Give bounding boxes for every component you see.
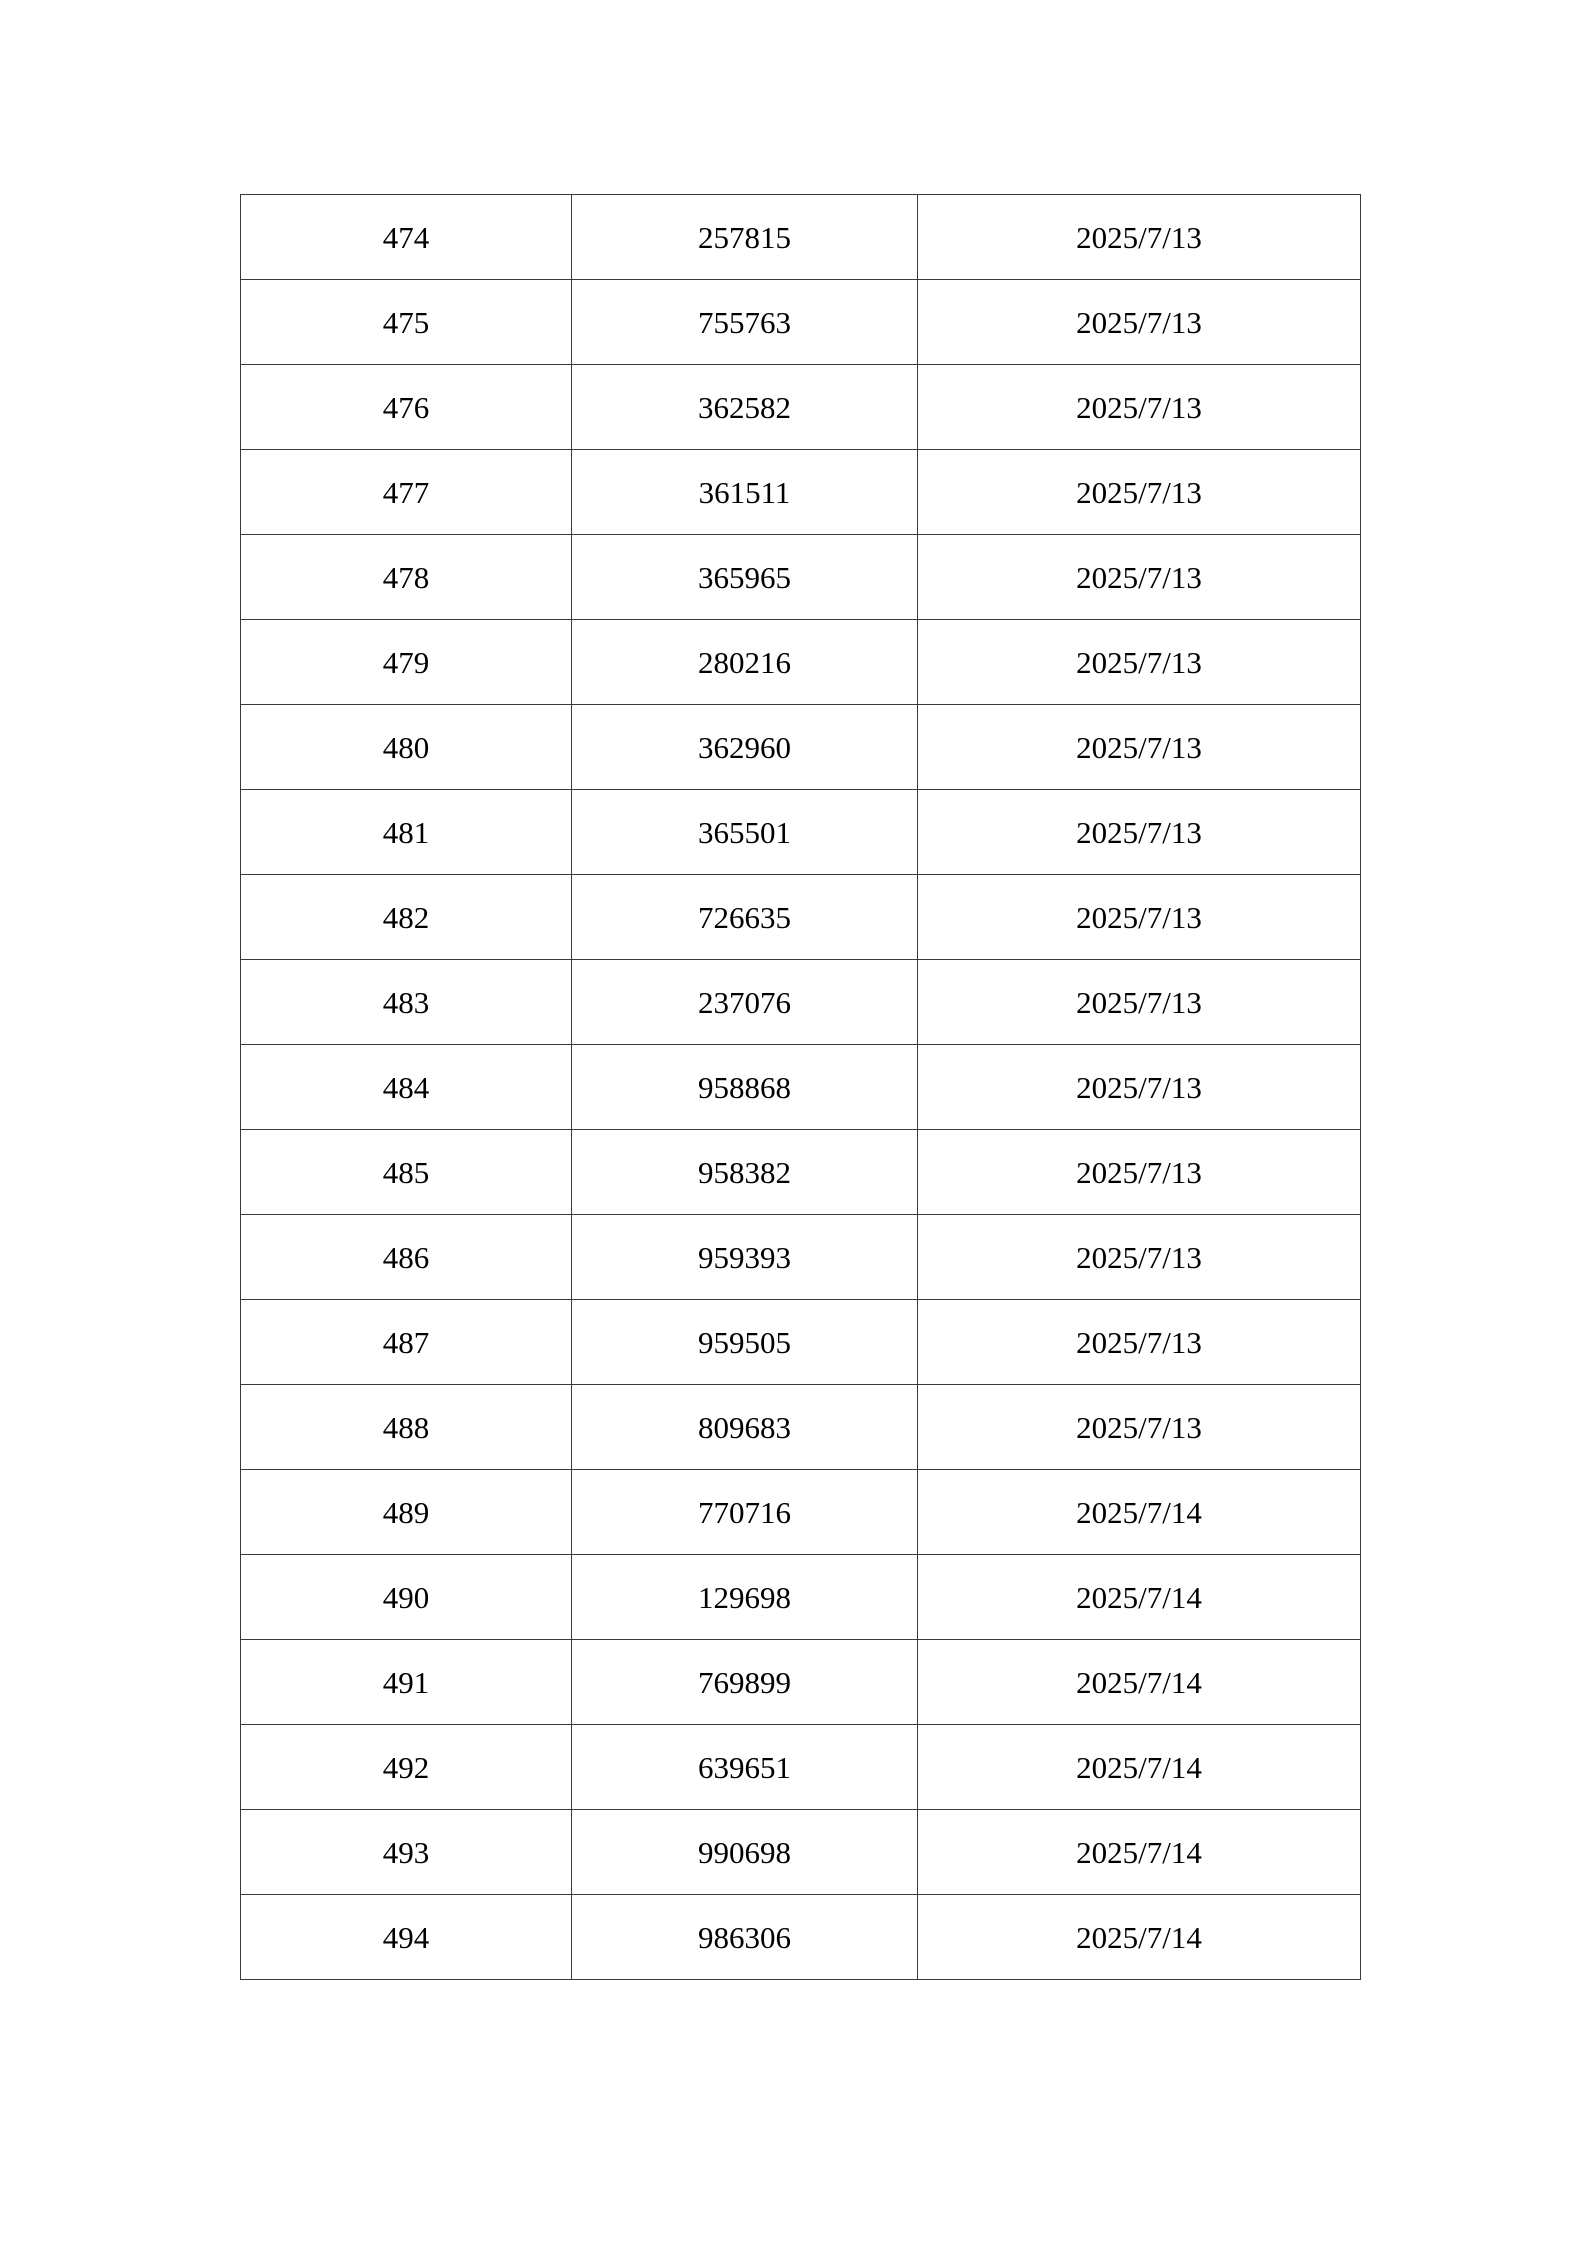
date-cell: 2025/7/13 <box>918 620 1361 705</box>
code-cell: 990698 <box>572 1810 918 1895</box>
table-row <box>241 1725 1361 1810</box>
data-table <box>240 194 1361 1980</box>
date-cell: 2025/7/13 <box>918 875 1361 960</box>
date-cell: 2025/7/13 <box>918 195 1361 280</box>
code-cell: 365501 <box>572 790 918 875</box>
date-cell: 2025/7/13 <box>918 1385 1361 1470</box>
table-row <box>241 1300 1361 1385</box>
row-number-cell: 493 <box>241 1810 572 1895</box>
table-row <box>241 620 1361 705</box>
date-cell: 2025/7/13 <box>918 1300 1361 1385</box>
date-cell: 2025/7/14 <box>918 1810 1361 1895</box>
row-number-cell: 485 <box>241 1130 572 1215</box>
row-number-cell: 481 <box>241 790 572 875</box>
code-cell: 959505 <box>572 1300 918 1385</box>
date-cell: 2025/7/13 <box>918 705 1361 790</box>
table-row <box>241 1555 1361 1640</box>
row-number-cell: 480 <box>241 705 572 790</box>
code-cell: 986306 <box>572 1895 918 1980</box>
table-row <box>241 875 1361 960</box>
date-cell: 2025/7/13 <box>918 280 1361 365</box>
row-number-cell: 494 <box>241 1895 572 1980</box>
code-cell: 280216 <box>572 620 918 705</box>
table-row <box>241 1895 1361 1980</box>
date-cell: 2025/7/14 <box>918 1725 1361 1810</box>
table-row <box>241 365 1361 450</box>
row-number-cell: 482 <box>241 875 572 960</box>
row-number-cell: 475 <box>241 280 572 365</box>
date-cell: 2025/7/14 <box>918 1470 1361 1555</box>
row-number-cell: 479 <box>241 620 572 705</box>
code-cell: 958868 <box>572 1045 918 1130</box>
row-number-cell: 491 <box>241 1640 572 1725</box>
table-row <box>241 1130 1361 1215</box>
date-cell: 2025/7/13 <box>918 365 1361 450</box>
date-cell: 2025/7/13 <box>918 1130 1361 1215</box>
table-body <box>241 195 1361 1980</box>
table-row <box>241 1045 1361 1130</box>
table-row <box>241 1385 1361 1470</box>
date-cell: 2025/7/13 <box>918 960 1361 1045</box>
code-cell: 129698 <box>572 1555 918 1640</box>
code-cell: 959393 <box>572 1215 918 1300</box>
date-cell: 2025/7/14 <box>918 1555 1361 1640</box>
code-cell: 755763 <box>572 280 918 365</box>
row-number-cell: 474 <box>241 195 572 280</box>
date-cell: 2025/7/13 <box>918 450 1361 535</box>
table-row <box>241 450 1361 535</box>
row-number-cell: 477 <box>241 450 572 535</box>
date-cell: 2025/7/14 <box>918 1640 1361 1725</box>
table-row <box>241 1215 1361 1300</box>
table-row <box>241 705 1361 790</box>
row-number-cell: 483 <box>241 960 572 1045</box>
date-cell: 2025/7/13 <box>918 790 1361 875</box>
table-row <box>241 1640 1361 1725</box>
date-cell: 2025/7/13 <box>918 535 1361 620</box>
date-cell: 2025/7/13 <box>918 1215 1361 1300</box>
row-number-cell: 484 <box>241 1045 572 1130</box>
code-cell: 770716 <box>572 1470 918 1555</box>
row-number-cell: 492 <box>241 1725 572 1810</box>
code-cell: 362582 <box>572 365 918 450</box>
code-cell: 365965 <box>572 535 918 620</box>
table-row <box>241 1810 1361 1895</box>
row-number-cell: 490 <box>241 1555 572 1640</box>
date-cell: 2025/7/13 <box>918 1045 1361 1130</box>
code-cell: 809683 <box>572 1385 918 1470</box>
row-number-cell: 488 <box>241 1385 572 1470</box>
table-row <box>241 960 1361 1045</box>
code-cell: 769899 <box>572 1640 918 1725</box>
table-row <box>241 1470 1361 1555</box>
table-row <box>241 535 1361 620</box>
row-number-cell: 486 <box>241 1215 572 1300</box>
row-number-cell: 489 <box>241 1470 572 1555</box>
code-cell: 958382 <box>572 1130 918 1215</box>
row-number-cell: 487 <box>241 1300 572 1385</box>
date-cell: 2025/7/14 <box>918 1895 1361 1980</box>
table-row <box>241 280 1361 365</box>
code-cell: 639651 <box>572 1725 918 1810</box>
row-number-cell: 476 <box>241 365 572 450</box>
code-cell: 257815 <box>572 195 918 280</box>
table-row <box>241 790 1361 875</box>
code-cell: 362960 <box>572 705 918 790</box>
code-cell: 361511 <box>572 450 918 535</box>
row-number-cell: 478 <box>241 535 572 620</box>
code-cell: 726635 <box>572 875 918 960</box>
table-row <box>241 195 1361 280</box>
code-cell: 237076 <box>572 960 918 1045</box>
